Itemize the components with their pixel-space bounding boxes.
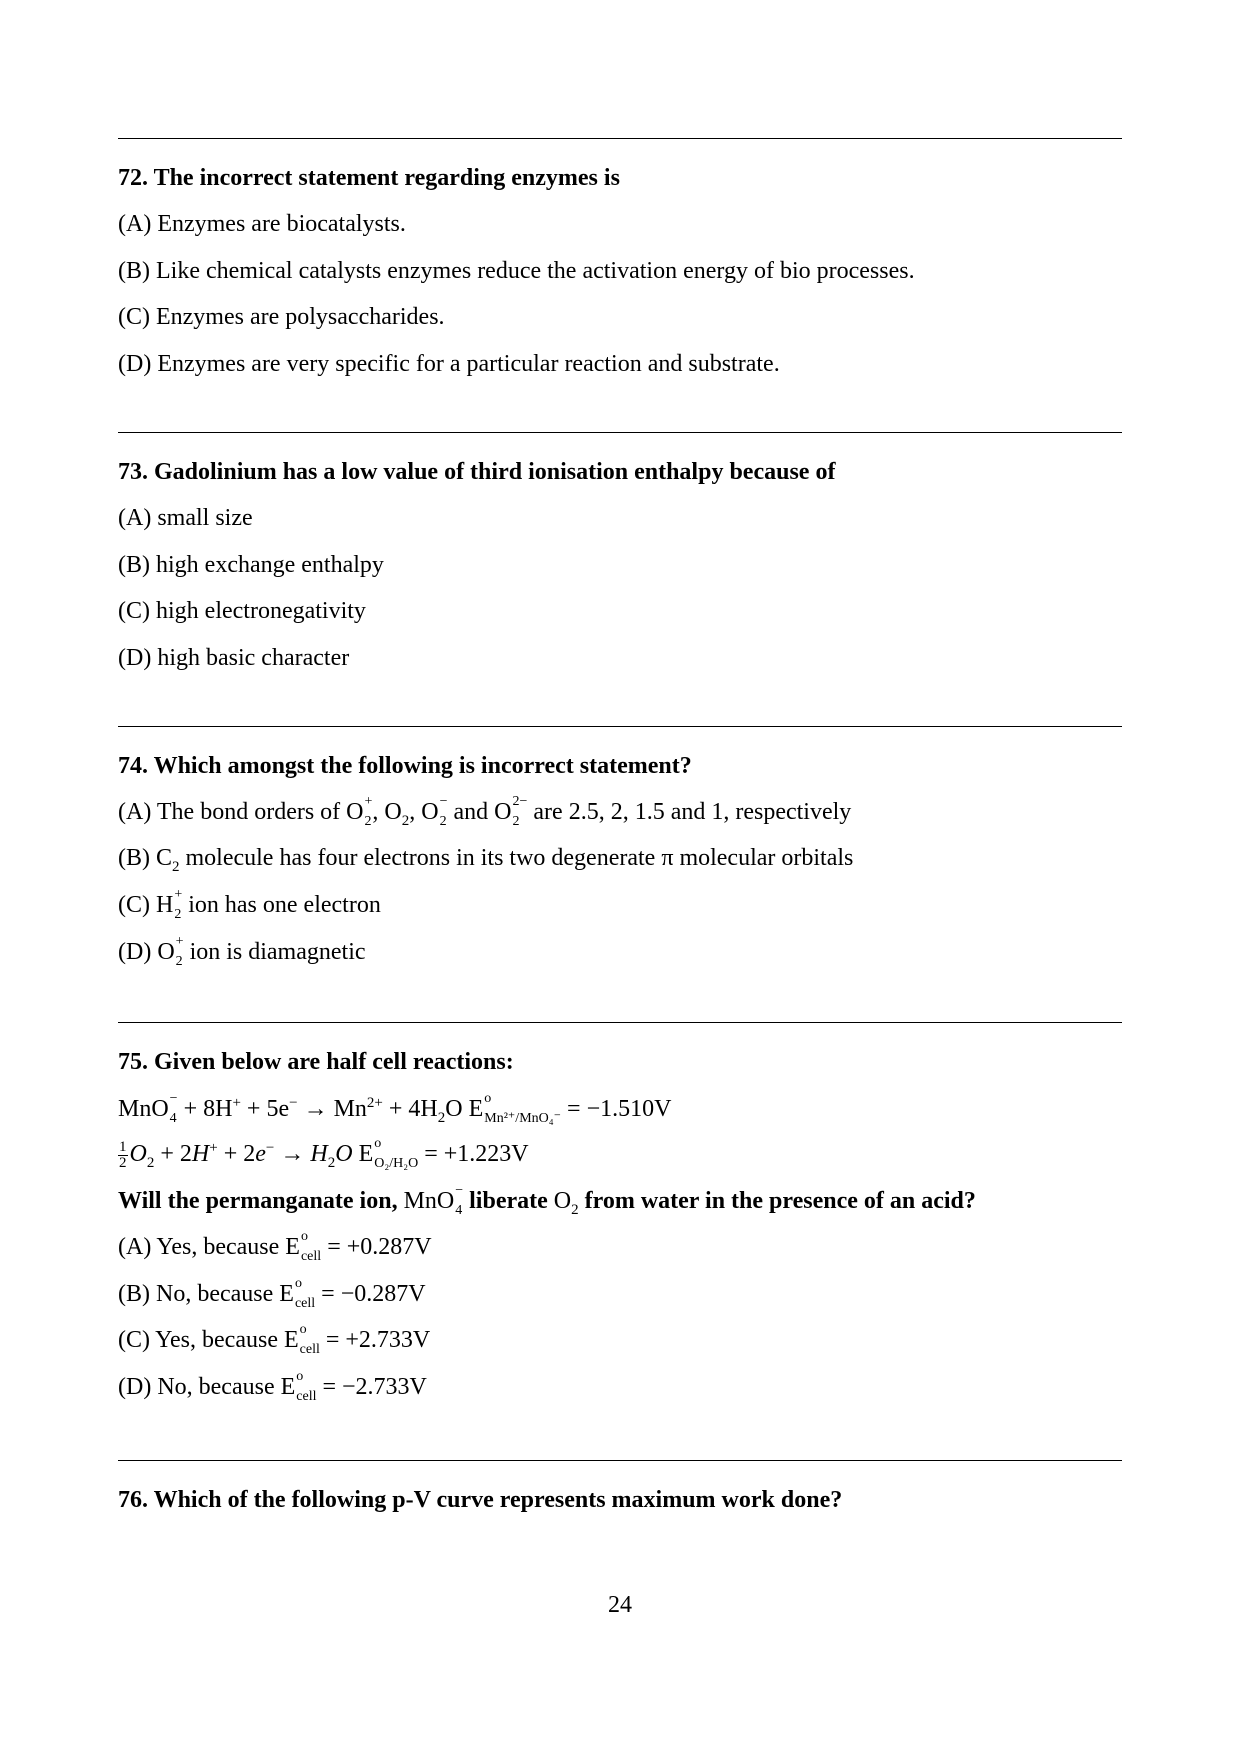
formula-part: + 2 xyxy=(364,794,373,829)
q74-option-c xyxy=(118,887,381,922)
q74-c-prefix: (C) H xyxy=(118,892,174,918)
divider xyxy=(118,138,1122,139)
q75-c-prefix: (C) Yes, because E xyxy=(118,1327,299,1353)
formula-part: − 4 xyxy=(455,1183,464,1218)
divider xyxy=(118,726,1122,727)
q75-option-a xyxy=(118,1229,432,1264)
q73-option-a: (A) small size xyxy=(118,505,253,531)
formula-part: o cell xyxy=(296,1369,317,1404)
q74-b-prefix: (B) C xyxy=(118,845,172,871)
formula-part: + 2 xyxy=(175,934,184,969)
formula-part: o cell xyxy=(299,1322,320,1357)
q72-option-c: (C) Enzymes are polysaccharides. xyxy=(118,304,445,330)
question-76-title: 76. Which of the following p-V curve represents maximum work done? xyxy=(118,1487,843,1513)
q75-a-prefix: (A) Yes, because E xyxy=(118,1234,300,1260)
q72-option-a: (A) Enzymes are biocatalysts. xyxy=(118,211,406,237)
divider xyxy=(118,1460,1122,1461)
q75-d-prefix: (D) No, because E xyxy=(118,1374,296,1400)
q72-option-b: (B) Like chemical catalysts enzymes reduce the activation energy of bio processes. xyxy=(118,258,915,284)
q75-question-start: Will the permanganate ion, xyxy=(118,1188,404,1214)
question-75-title: 75. Given below are half cell reactions: xyxy=(118,1049,514,1075)
q75-option-d xyxy=(118,1369,427,1404)
q74-a-tail: are 2.5, 2, 1.5 and 1, respectively xyxy=(527,799,852,825)
question-73-title: 73. Gadolinium has a low value of third ionisation enthalpy because of xyxy=(118,459,836,485)
q74-d-prefix: (D) O xyxy=(118,939,175,965)
q75-question-mid: liberate xyxy=(463,1188,554,1214)
formula-part: 2− 2 xyxy=(512,794,528,829)
q75-option-b xyxy=(118,1276,426,1311)
q74-option-d xyxy=(118,934,366,969)
divider xyxy=(118,432,1122,433)
q73-option-c: (C) high electronegativity xyxy=(118,598,366,624)
formula-part: − 2 xyxy=(439,794,448,829)
q75-b-prefix: (B) No, because E xyxy=(118,1281,294,1307)
q75-reaction-1: MnO − 4 + $8H^+ + 5e^- \to Mn^{2+} + 4H_2O$ E o Mn²⁺/MnO₄⁻ = −1.510V xyxy=(118,1091,672,1126)
q75-question: Will the permanganate ion, MnO − 4 liberate $O_2$ from water in the presence of an acid? xyxy=(118,1183,976,1218)
q74-a-prefix: (A) The bond orders of O xyxy=(118,799,364,825)
q75-b-value: = −0.287V xyxy=(315,1281,426,1307)
formula-part: o Mn²⁺/MnO₄⁻ xyxy=(484,1091,562,1126)
fraction-half: $\frac{1}{2}$ xyxy=(119,1138,127,1171)
page-number: 24 xyxy=(608,1592,632,1618)
q75-question-end: from water in the presence of an acid? xyxy=(578,1188,976,1214)
question-72-title: 72. The incorrect statement regarding enzymes is xyxy=(118,165,620,191)
q75-c-value: = +2.733V xyxy=(319,1327,431,1353)
question-74-title: 74. Which amongst the following is incorrect statement? xyxy=(118,753,692,779)
q75-reaction-2: $\frac{1}{2}$ $O_2 + 2H^+ + 2e^- \to H_2O$ E o O₂/H₂O = +1.223V xyxy=(119,1136,529,1171)
q74-a-and: and O xyxy=(447,799,512,825)
formula-part: o cell xyxy=(294,1276,316,1311)
q74-c-tail: ion has one electron xyxy=(182,892,381,918)
q74-option-b: (B) $C_2$ molecule has four electrons in its two degenerate π molecular orbitals xyxy=(118,845,854,875)
formula-part: o cell xyxy=(300,1229,322,1264)
q75-option-c xyxy=(118,1322,431,1357)
q74-option-a: (A) The bond orders of O + 2 , $O_2$, O − 2 and O 2− 2 are 2.5, 2, 1.5 and 1, respectively xyxy=(118,794,852,829)
formula-part: − 4 xyxy=(169,1091,178,1126)
formula-part: o O₂/H₂O xyxy=(374,1136,419,1171)
q74-d-tail: ion is diamagnetic xyxy=(183,939,366,965)
q72-option-d: (D) Enzymes are very specific for a particular reaction and substrate. xyxy=(118,351,780,377)
q73-option-b: (B) high exchange enthalpy xyxy=(118,552,384,578)
q74-b-tail: molecule has four electrons in its two degenerate π molecular orbitals xyxy=(179,845,854,871)
q75-reaction-2-value: = +1.223V xyxy=(424,1141,529,1167)
q75-a-value: = +0.287V xyxy=(321,1234,432,1260)
q75-reaction-1-value: = −1.510V xyxy=(567,1096,672,1122)
q75-d-value: = −2.733V xyxy=(316,1374,427,1400)
q73-option-d: (D) high basic character xyxy=(118,645,350,671)
divider xyxy=(118,1022,1122,1023)
formula-part: + 2 xyxy=(174,887,183,922)
